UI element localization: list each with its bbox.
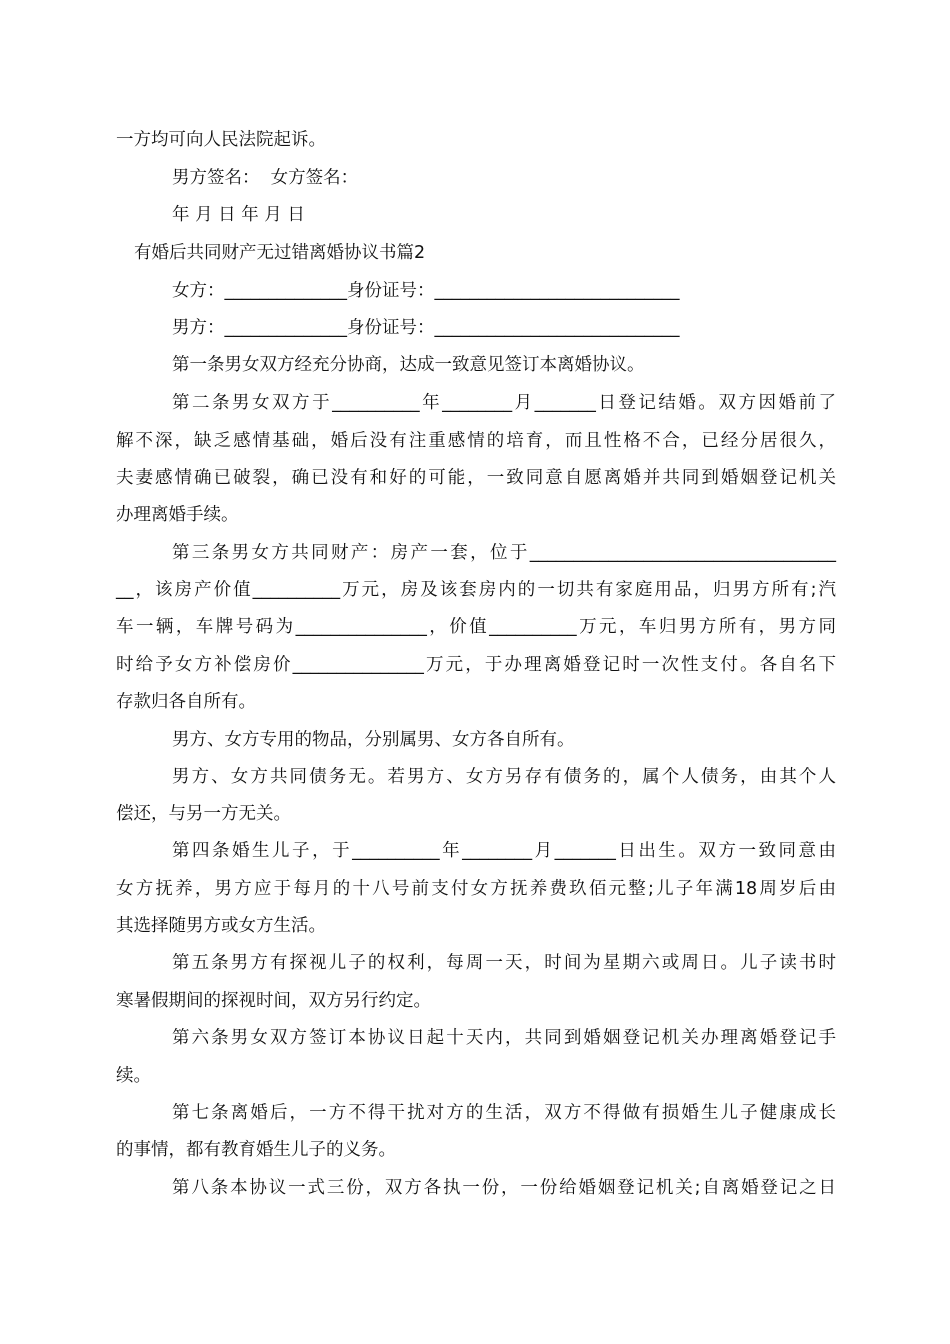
article-3-line: 车一辆，车牌号码为_______________，价值__________万元，车归男方所有，男方同 bbox=[116, 617, 836, 637]
article-8-line: 第八条本协议一式三份，双方各执一份，一份给婚姻登记机关;自离婚登记之日 bbox=[172, 1178, 836, 1198]
article-4-line: 第四条婚生儿子，于__________年________月_______日出生。双方一致同意由 bbox=[172, 841, 836, 861]
article-6-line: 续。 bbox=[116, 1066, 151, 1086]
article-2-line: 办理离婚手续。 bbox=[116, 505, 239, 525]
debt-line: 偿还，与另一方无关。 bbox=[116, 804, 291, 824]
article-3-line: 存款归各自所有。 bbox=[116, 692, 256, 712]
article-2-line: 第二条男女双方于__________年________月_______日登记结婚。双方因婚前了 bbox=[172, 393, 836, 413]
article-3-line: __，该房产价值__________万元，房及该套房内的一切共有家庭用品，归男方所有;汽 bbox=[116, 580, 836, 600]
article-6-line: 第六条男女双方签订本协议日起十天内，共同到婚姻登记机关办理离婚登记手 bbox=[172, 1028, 836, 1048]
article-5-line: 寒暑假期间的探视时间，双方另行约定。 bbox=[116, 991, 431, 1011]
date-line: 年 月 日 年 月 日 bbox=[172, 205, 305, 225]
signature-line: 男方签名： 女方签名： bbox=[172, 168, 359, 188]
text-line: 一方均可向人民法院起诉。 bbox=[116, 130, 326, 150]
male-id-line: 男方：______________身份证号：____________________________ bbox=[172, 318, 680, 338]
section-title: 有婚后共同财产无过错离婚协议书篇2 bbox=[134, 243, 426, 263]
article-2-line: 夫妻感情确已破裂，确已没有和好的可能，一致同意自愿离婚并共同到婚姻登记机关 bbox=[116, 468, 836, 488]
article-2-line: 解不深，缺乏感情基础，婚后没有注重感情的培育，而且性格不合，已经分居很久， bbox=[116, 431, 836, 451]
personal-items-line: 男方、女方专用的物品，分别属男、女方各自所有。 bbox=[172, 730, 575, 750]
article-4-line: 其选择随男方或女方生活。 bbox=[116, 916, 326, 936]
article-1: 第一条男女双方经充分协商，达成一致意见签订本离婚协议。 bbox=[172, 355, 645, 375]
debt-line: 男方、女方共同债务无。若男方、女方另存有债务的，属个人债务，由其个人 bbox=[172, 767, 836, 787]
article-7-line: 第七条离婚后，一方不得干扰对方的生活，双方不得做有损婚生儿子健康成长 bbox=[172, 1103, 836, 1123]
article-4-line: 女方抚养，男方应于每月的十八号前支付女方抚养费玖佰元整;儿子年满18周岁后由 bbox=[116, 879, 836, 899]
female-id-line: 女方：______________身份证号：____________________________ bbox=[172, 281, 680, 301]
article-3-line: 时给予女方补偿房价_______________万元，于办理离婚登记时一次性支付。各自名下 bbox=[116, 655, 836, 675]
article-5-line: 第五条男方有探视儿子的权利，每周一天，时间为星期六或周日。儿子读书时 bbox=[172, 953, 836, 973]
article-7-line: 的事情，都有教育婚生儿子的义务。 bbox=[116, 1140, 396, 1160]
article-3-line: 第三条男女方共同财产：房产一套，位于___________________________________ bbox=[172, 543, 836, 563]
